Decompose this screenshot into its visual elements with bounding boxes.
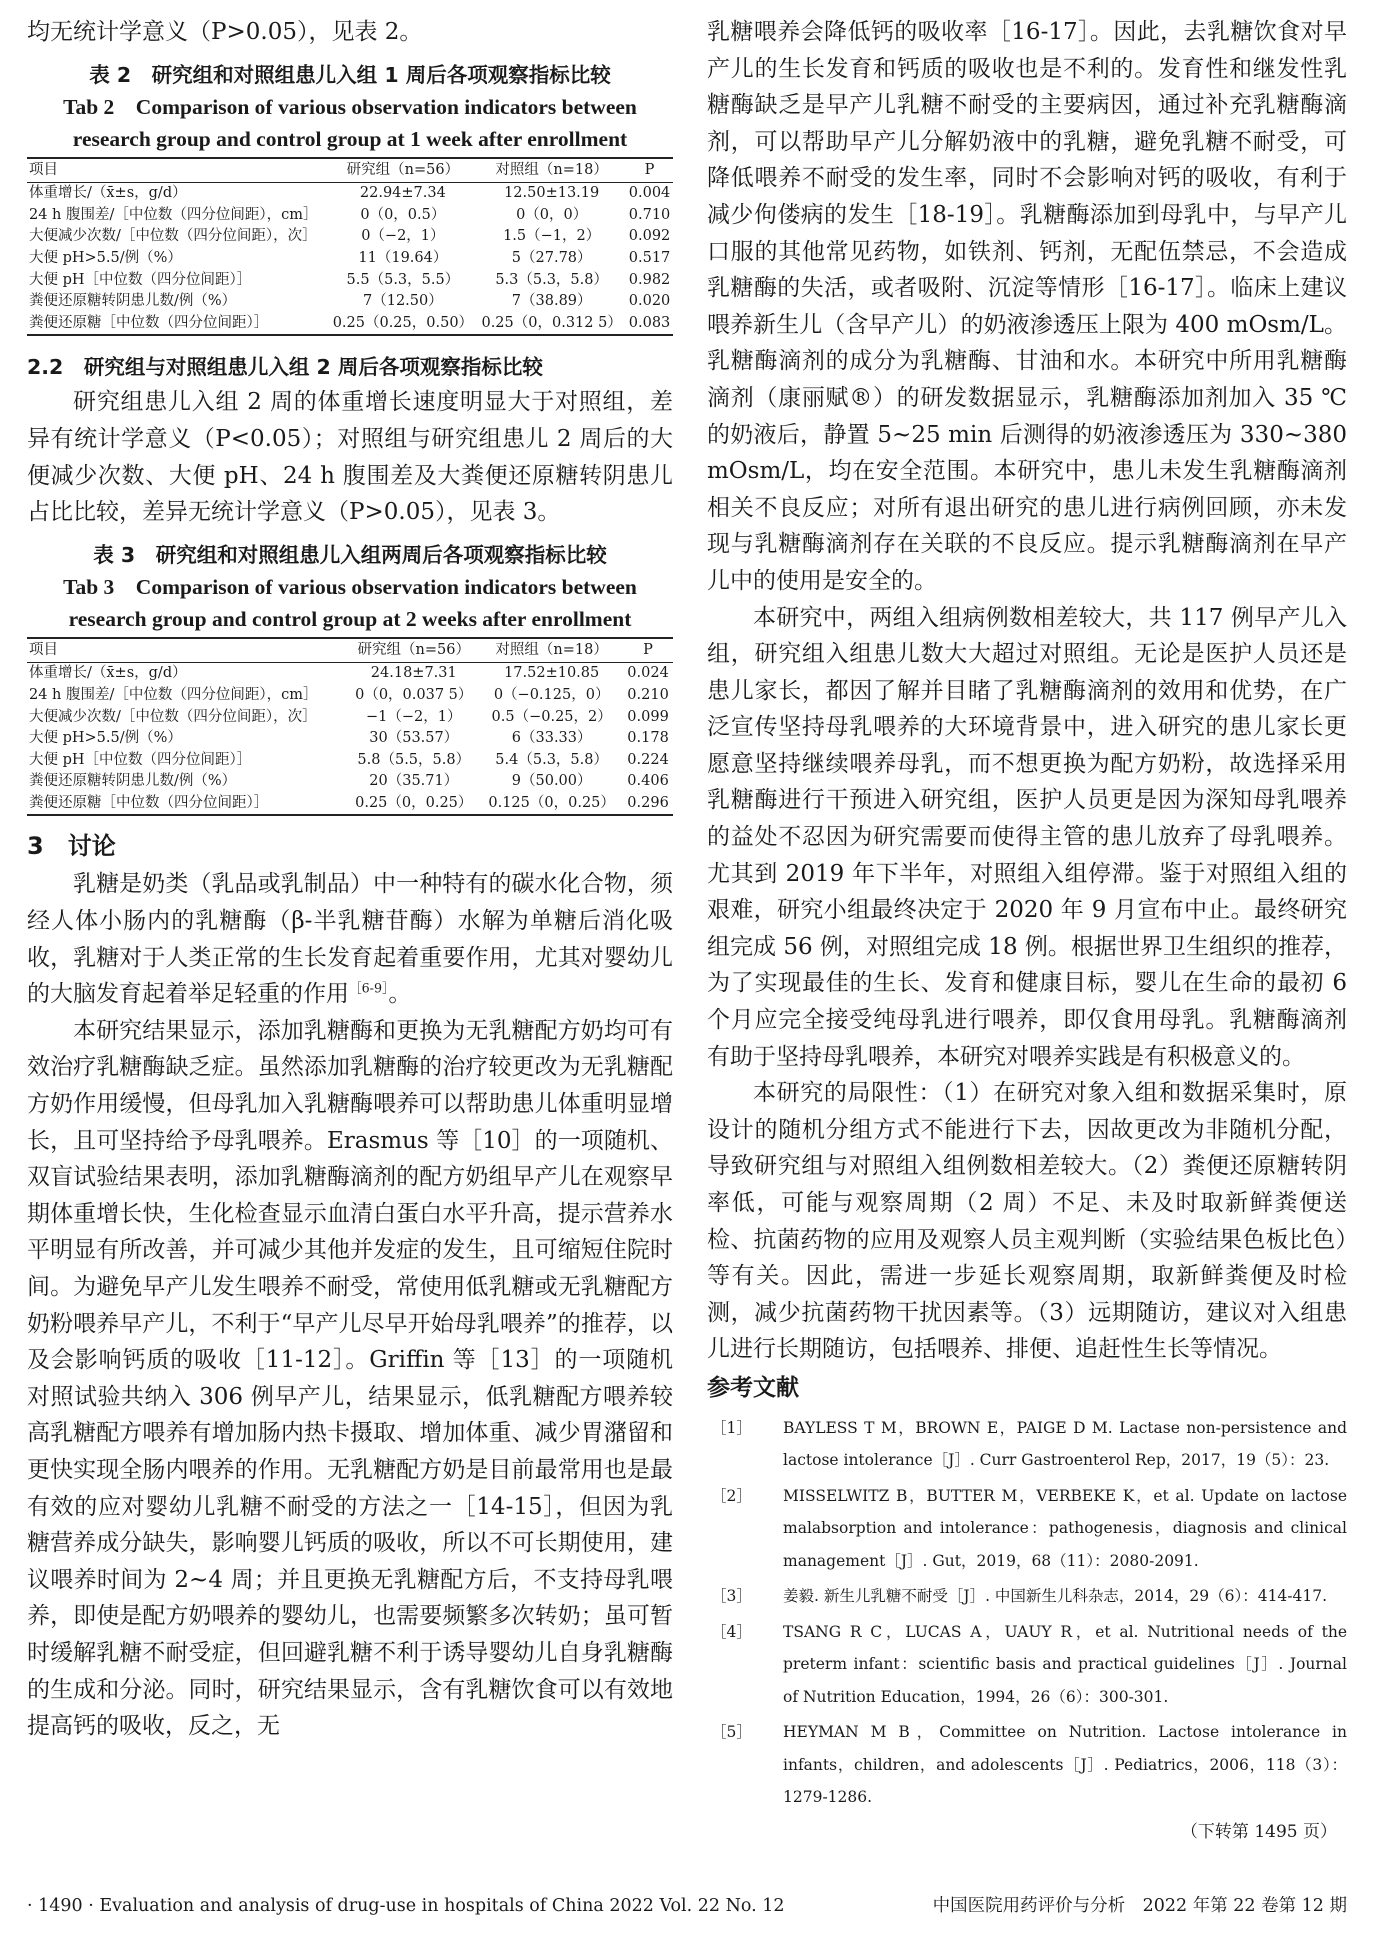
table2-header-control: 对照组（n=18） — [495, 161, 608, 178]
right-column — [707, 14, 1347, 1847]
table-cell: 6（33.33） — [511, 730, 592, 747]
table-cell: 0（−0.125，0） — [493, 686, 610, 703]
table-cell: 12.50±13.19 — [504, 185, 600, 202]
table-cell: 大便减少次数/［中位数（四分位间距），次］ — [29, 228, 317, 245]
table-row — [27, 750, 673, 772]
table-cell: 0.296 — [627, 794, 669, 811]
table3 — [27, 637, 673, 817]
table-cell: 粪便还原糖［中位数（四分位间距）］ — [29, 794, 269, 811]
table3-title-cn: 表 3 研究组和对照组患儿入组两周后各项观察指标比较 — [93, 542, 607, 567]
reference-text: BAYLESS T M，BROWN E，PAIGE D M. Lactase non-persistence and lactose intolerance［J］. Curr Gastroenterol Rep，2017，19（5）：23. — [783, 1418, 1347, 1470]
table-cell: 0.25（0.25，0.50） — [332, 314, 474, 331]
reference-number: ［4］ — [711, 1622, 752, 1641]
table-cell: 5（27.78） — [511, 249, 592, 266]
table-cell: 30（53.57） — [369, 730, 459, 747]
table-row — [27, 663, 673, 685]
table-cell: 粪便还原糖转阴患儿数/例（%） — [29, 293, 237, 310]
reference-text: TSANG R C，LUCAS A，UAUY R，et al. Nutritional needs of the preterm infant：scientific basis and practical guidelines［J］. Journal of Nutrition Education，1994，26（6）：300-301. — [783, 1622, 1347, 1706]
table-cell: 0（0，0.5） — [360, 206, 446, 223]
paragraph-right-1: 乳糖喂养会降低钙的吸收率［16-17］。因此，去乳糖饮食对早产儿的生长发育和钙质的吸收也是不利的。发育性和继发性乳糖酶缺乏是早产儿乳糖不耐受的主要病因，通过补充乳糖酶滴剂，可以帮助早产儿分解奶液中的乳糖，避免乳糖不耐受，可降低喂养不耐受的发生率，同时不会影响对钙的吸收，有利于减少佝偻病的发生［18-19］。乳糖酶添加到母乳中，与早产儿口服的其他常见药物，如铁剂、钙剂，无配伍禁忌，不会造成乳糖酶的失活，或者吸附、沉淀等情形［16-17］。临床上建议喂养新生儿（含早产儿）的奶液渗透压上限为 400 mOsm/L。乳糖酶滴剂的成分为乳糖酶、甘油和水。本研究中所用乳糖酶滴剂（康丽赋®）的研发数据显示，乳糖酶添加剂加入 35 ℃的奶液后，静置 5~25 min 后测得的奶液渗透压为 330~380 mOsm/L，均在安全范围。本研究中，患儿未发生乳糖酶滴剂相关不良反应；对所有退出研究的患儿进行病例回顾，亦未发现与乳糖酶滴剂存在关联的不良反应。提示乳糖酶滴剂在早产儿中的使用是安全的。 — [707, 19, 1347, 594]
paragraph-2-2: 研究组患儿入组 2 周的体重增长速度明显大于对照组，差异有统计学意义（P<0.05）；对照组与研究组患儿 2 周后的大便减少次数、大便 pH、24 h 腹围差及大粪便还原糖转阴患儿占比比较，差异无统计学意义（P>0.05），见表 3。 — [27, 389, 673, 526]
table-cell: 7（38.89） — [511, 293, 592, 310]
table-row — [27, 270, 673, 292]
table-cell: 0.710 — [628, 206, 671, 223]
section-heading-3: 3 讨论 — [27, 832, 116, 861]
table-cell: 0.517 — [628, 249, 671, 266]
reference-text: HEYMAN M B，Committee on Nutrition. Lactose intolerance in infants，children，and adolescents［J］. Pediatrics，2006，118（3）：1279-1286. — [783, 1723, 1347, 1807]
table-cell: 24 h 腹围差/［中位数（四分位间距），cm］ — [29, 686, 318, 703]
table2-header-item: 项目 — [29, 161, 58, 178]
reference-number: ［1］ — [711, 1418, 752, 1437]
table-cell: 大便减少次数/［中位数（四分位间距），次］ — [29, 708, 317, 725]
table-cell: 0.125（0，0.25） — [488, 794, 615, 811]
table-cell: 5.8（5.5，5.8） — [357, 751, 471, 768]
table-row — [27, 685, 673, 707]
table-cell: 大便 pH>5.5/例（%） — [29, 730, 182, 747]
continued-note: （下转第 1495 页） — [1180, 1821, 1337, 1842]
table-cell: 17.52±10.85 — [504, 665, 600, 682]
reference-item — [707, 1716, 1347, 1814]
table-cell: 22.94±7.34 — [359, 185, 446, 202]
paragraph-limitations: 本研究的局限性：（1）在研究对象入组和数据采集时，原设计的随机分组方式不能进行下去，因故更改为非随机分配，导致研究组与对照组入组例数相差较大。（2）粪便还原糖转阴率低，可能与观察周期（2 周）不足、未及时取新鲜粪便送检、抗菌药物的应用及观察人员主观判断（实验结果色板比色）等有关。因此，需进一步延长观察周期，取新鲜粪便及时检测，减少抗菌药物干扰因素等。（3）远期随访，建议对入组患儿进行长期随访，包括喂养、排便、追赶性生长等情况。 — [707, 1080, 1347, 1363]
table-cell: 0.092 — [628, 228, 671, 245]
table-cell: 7（12.50） — [363, 293, 443, 310]
table-cell: 0.099 — [627, 708, 669, 725]
reference-item — [707, 1616, 1347, 1714]
table2-title-en: Tab 2 Comparison of various observation indicators between research group and control group at 1 week after enrollment — [63, 94, 637, 151]
reference-item — [707, 1412, 1347, 1477]
reference-item — [707, 1480, 1347, 1578]
table-cell: 0.406 — [627, 773, 669, 790]
table-cell: 11（19.64） — [358, 249, 448, 266]
footer-right: 中国医院用药评价与分析 2022 年第 22 卷第 12 期 — [932, 1896, 1347, 1916]
table-row — [27, 248, 673, 270]
table2-title-cn: 表 2 研究组和对照组患儿入组 1 周后各项观察指标比较 — [89, 62, 611, 87]
reference-text: 姜毅. 新生儿乳糖不耐受［J］. 中国新生儿科杂志，2014，29（6）：414-417. — [783, 1587, 1328, 1606]
paragraph-discussion-1 — [27, 866, 673, 1012]
reference-number: ［3］ — [711, 1587, 752, 1606]
paragraph-intro-tail: 均无统计学意义（P>0.05），见表 2。 — [27, 19, 423, 45]
table-cell: 0.083 — [628, 314, 671, 331]
table-cell: 0.25（0，0.312 5） — [481, 314, 622, 331]
table-cell: 5.4（5.3，5.8） — [495, 751, 608, 768]
table2-header-row — [27, 158, 673, 183]
table-cell: 0.004 — [628, 185, 671, 202]
reference-number: ［5］ — [711, 1723, 752, 1742]
table-cell: 大便 pH［中位数（四分位间距）］ — [29, 271, 252, 288]
table-cell: 5.5（5.3，5.5） — [346, 271, 460, 288]
reference-text: MISSELWITZ B，BUTTER M，VERBEKE K，et al. Update on lactose malabsorption and intolerance：pathogenesis，diagnosis and clinical management［J］. Gut，2019，68（11）：2080-2091. — [783, 1486, 1347, 1570]
paragraph-discussion-2: 本研究结果显示，添加乳糖酶和更换为无乳糖配方奶均可有效治疗乳糖酶缺乏症。虽然添加乳糖酶的治疗较更改为无乳糖配方奶作用缓慢，但母乳加入乳糖酶喂养可以帮助患儿体重明显增长，且可坚持给予母乳喂养。Erasmus 等［10］的一项随机、双盲试验结果表明，添加乳糖酶滴剂的配方奶组早产儿在观察早期体重增长快，生化检查显示血清白蛋白水平升高，提示营养水平明显有所改善，并可减少其他并发症的发生，且可缩短住院时间。为避免早产儿发生喂养不耐受，常使用低乳糖或无乳糖配方奶粉喂养早产儿，不利于“早产儿尽早开始母乳喂养”的推荐，以及会影响钙质的吸收［11-12］。Griffin 等［13］的一项随机对照试验共纳入 306 例早产儿，结果显示，低乳糖配方喂养较高乳糖配方喂养有增加肠内热卡摄取、增加体重、减少胃潴留和更快实现全肠内喂养的作用。无乳糖配方奶是目前最常用也是最有效的应对婴幼儿乳糖不耐受的方法之一［14-15］，但因为乳糖营养成分缺失，影响婴儿钙质的吸收，所以不可长期使用，建议喂养时间为 2~4 周；并且更换无乳糖配方后，不支持母乳喂养，即使是配方奶喂养的婴幼儿，也需要频繁多次转奶；虽可暂时缓解乳糖不耐受症，但回避乳糖不利于诱导婴幼儿自身乳糖酶的生成和分泌。同时，研究结果显示，含有乳糖饮食可以有效地提高钙的吸收，反之，无 — [27, 1017, 673, 1740]
table-row — [27, 205, 673, 227]
table3-header-row — [27, 638, 673, 663]
table-row — [27, 771, 673, 793]
references-list — [707, 1412, 1347, 1814]
table-cell: 1.5（−1，2） — [503, 228, 601, 245]
table-cell: 20（35.71） — [369, 773, 459, 790]
table-row — [27, 793, 673, 816]
table-cell: 0.224 — [627, 751, 669, 768]
table-cell: 0（0，0） — [516, 206, 588, 223]
references-heading: 参考文献 — [707, 1374, 799, 1401]
table-row — [27, 183, 673, 205]
table-cell: 大便 pH［中位数（四分位间距）］ — [29, 751, 252, 768]
table2-header-research: 研究组（n=56） — [346, 161, 460, 178]
table-cell: 5.3（5.3，5.8） — [495, 271, 608, 288]
paragraph-discussion-1-text: 乳糖是奶类（乳品或乳制品）中一种特有的碳水化合物，须经人体小肠内的乳糖酶（β-半乳糖苷酶）水解为单糖后消化吸收，乳糖对于人类正常的生长发育起着重要作用，尤其对婴幼儿的大脑发育起着举足轻重的作用 — [27, 871, 673, 1008]
table-cell: 9（50.00） — [511, 773, 592, 790]
table-cell: 体重增长/（x̄±s，g/d） — [29, 665, 187, 682]
table-cell: 0.5（−0.25，2） — [491, 708, 612, 725]
table-cell: 0.210 — [627, 686, 669, 703]
table-row — [27, 707, 673, 729]
table-cell: 粪便还原糖［中位数（四分位间距）］ — [29, 314, 269, 331]
table3-title-en: Tab 3 Comparison of various observation indicators between research group and control group at 2 weeks after enrollment — [63, 574, 637, 631]
table-cell: 体重增长/（x̄±s，g/d） — [29, 185, 187, 202]
table-cell: 0.020 — [628, 293, 671, 310]
table-cell: 粪便还原糖转阴患儿数/例（%） — [29, 773, 237, 790]
table-cell: 0.982 — [628, 271, 671, 288]
table-cell: 0.25（0，0.25） — [355, 794, 473, 811]
table2 — [27, 157, 673, 337]
table-cell: 0.178 — [627, 730, 669, 747]
left-column — [27, 14, 673, 1745]
table-cell: 24 h 腹围差/［中位数（四分位间距），cm］ — [29, 206, 318, 223]
paragraph-right-2: 本研究中，两组入组病例数相差较大，共 117 例早产儿入组，研究组入组患儿数大大超过对照组。无论是医护人员还是患儿家长，都因了解并目睹了乳糖酶滴剂的效用和优势，在广泛宣传坚持母乳喂养的大环境背景中，进入研究的患儿家长更愿意坚持继续喂养母乳，而不想更换为配方奶粉，故选择采用乳糖酶进行干预进入研究组，医护人员更是因为深知母乳喂养的益处不忍因为研究需要而使得主管的患儿放弃了母乳喂养。尤其到 2019 年下半年，对照组入组停滞。鉴于对照组入组的艰难，研究小组最终决定于 2020 年 9 月宣布中止。最终研究组完成 56 例，对照组完成 18 例。根据世界卫生组织的推荐，为了实现最佳的生长、发育和健康目标，婴儿在生命的最初 6 个月应完全接受纯母乳进行喂养，即仅食用母乳。乳糖酶滴剂有助于坚持母乳喂养，本研究对喂养实践是有积极意义的。 — [707, 604, 1347, 1070]
reference-item — [707, 1580, 1347, 1613]
table3-header-p: P — [643, 641, 653, 658]
footer-left: · 1490 · Evaluation and analysis of drug-use in hospitals of China 2022 Vol. 22 No. 12 — [27, 1896, 785, 1916]
table-cell: 0（−2，1） — [361, 228, 445, 245]
table-cell: 大便 pH>5.5/例（%） — [29, 249, 182, 266]
table-cell: 0.024 — [627, 665, 669, 682]
table-row — [27, 728, 673, 750]
table-row — [27, 226, 673, 248]
table-cell: −1（−2，1） — [366, 708, 462, 725]
table3-header-item: 项目 — [29, 641, 58, 658]
citation-6-9: ［6-9］ — [349, 980, 389, 996]
table3-header-research: 研究组（n=56） — [357, 641, 470, 658]
paragraph-discussion-1-end: 。 — [388, 981, 412, 1008]
reference-number: ［2］ — [711, 1486, 752, 1505]
table-cell: 24.18±7.31 — [370, 665, 457, 682]
section-heading-2-2: 2.2 研究组与对照组患儿入组 2 周后各项观察指标比较 — [27, 355, 543, 380]
table2-header-p: P — [644, 161, 655, 178]
table-row — [27, 313, 673, 336]
table3-header-control: 对照组（n=18） — [495, 641, 608, 658]
table-cell: 0（0，0.037 5） — [355, 686, 473, 703]
table-row — [27, 291, 673, 313]
